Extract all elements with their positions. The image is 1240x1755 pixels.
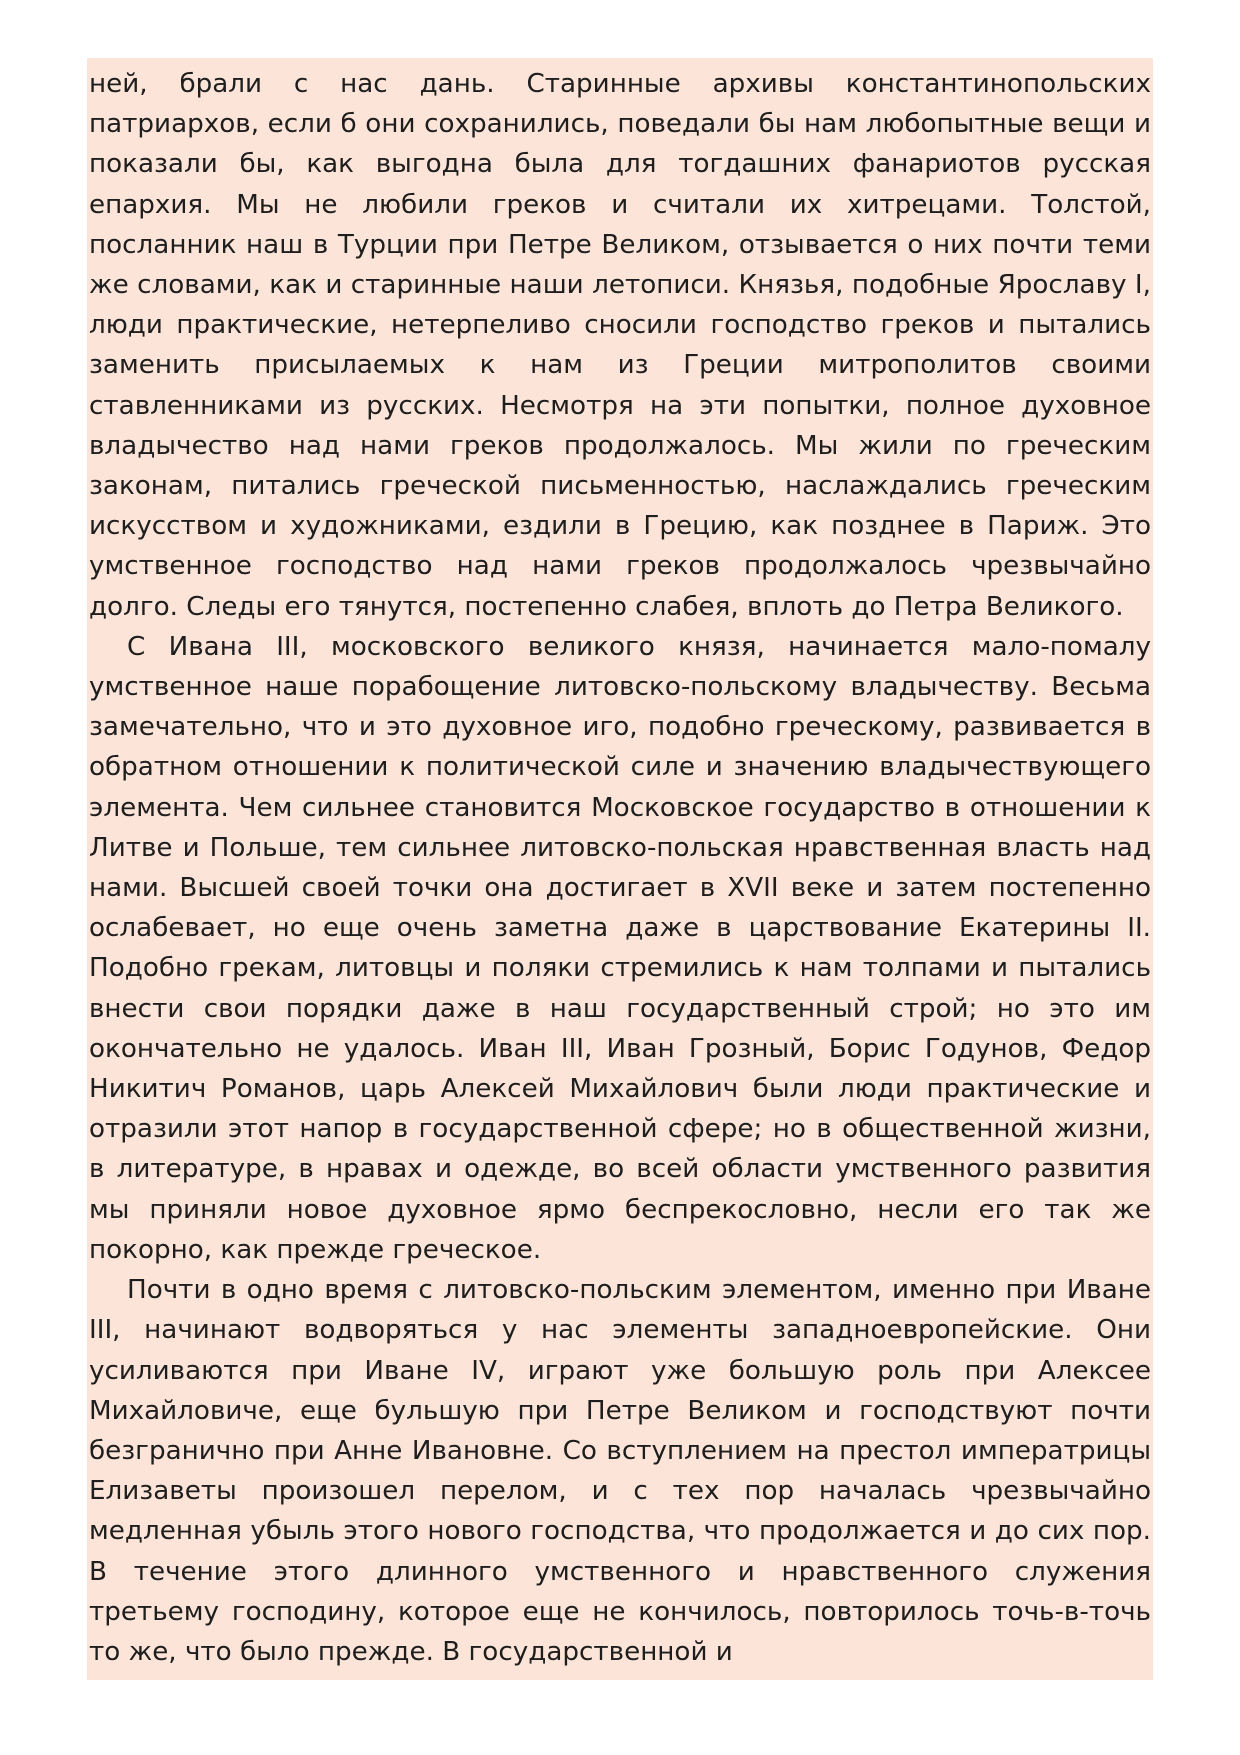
paragraph-1: ней, брали с нас дань. Старинные архивы константинопольских патриархов, если б они сохранились, поведали бы нам любопытные вещи и показали бы, как выгодна была для тогдашних фанариотов русская епархия. Мы не любили греков и считали их хитрецами. Толстой, посланник наш в Турции при Петре Великом, отзывается о них почти теми же словами, как и старинные наши летописи. Князья, подобные Ярославу I, люди практические, нетерпеливо сносили господство греков и пытались заменить присылаемых к нам из Греции митрополитов своими ставленниками из русских. Несмотря на эти попытки, полное духовное владычество над нами греков продолжалось. Мы жили по греческим законам, питались греческой письменностью, наслаждались греческим искусством и художниками, ездили в Грецию, как позднее в Париж. Это умственное господство над нами греков продолжалось чрезвычайно долго. Следы его тянутся, постепенно слабея, вплоть до Петра Великого.: [89, 69, 1151, 622]
document-body: [89, 64, 1151, 1672]
paragraph-2: С Ивана III, московского великого князя, начинается мало-помалу умственное наше порабощение литовско-польскому владычеству. Весьма замечательно, что и это духовное иго, подобно греческому, развивается в обратном отношении к политической силе и значению владычествующего элемента. Чем сильнее становится Московское государство в отношении к Литве и Польше, тем сильнее литовско-польская нравственная власть над нами. Высшей своей точки она достигает в XVII веке и затем постепенно ослабевает, но еще очень заметна даже в царствование Екатерины II. Подобно грекам, литовцы и поляки стремились к нам толпами и пытались внести свои порядки даже в наш государственный строй; но это им окончательно не удалось. Иван III, Иван Грозный, Борис Годунов, Федор Никитич Романов, царь Алексей Михайлович были люди практические и отразили этот напор в государственной сфере; но в общественной жизни, в литературе, в нравах и одежде, во всей области умственного развития мы приняли новое духовное ярмо беспрекословно, несли его так же покорно, как прежде греческое.: [89, 631, 1151, 1265]
paragraph-3: Почти в одно время с литовско-польским элементом, именно при Иване III, начинают водворяться у нас элементы западноевропейские. Они усиливаются при Иване IV, играют уже большую роль при Алексее Михайловиче, еще бульшую при Петре Великом и господствуют почти безгранично при Анне Ивановне. Со вступлением на престол императрицы Елизаветы произошел перелом, и с тех пор началась чрезвычайно медленная убыль этого нового господства, что продолжается и до сих пор. В течение этого длинного умственного и нравственного служения третьему господину, которое еще не кончилось, повторилось точь-в-точь то же, что было прежде. В государственной и: [89, 1275, 1151, 1667]
